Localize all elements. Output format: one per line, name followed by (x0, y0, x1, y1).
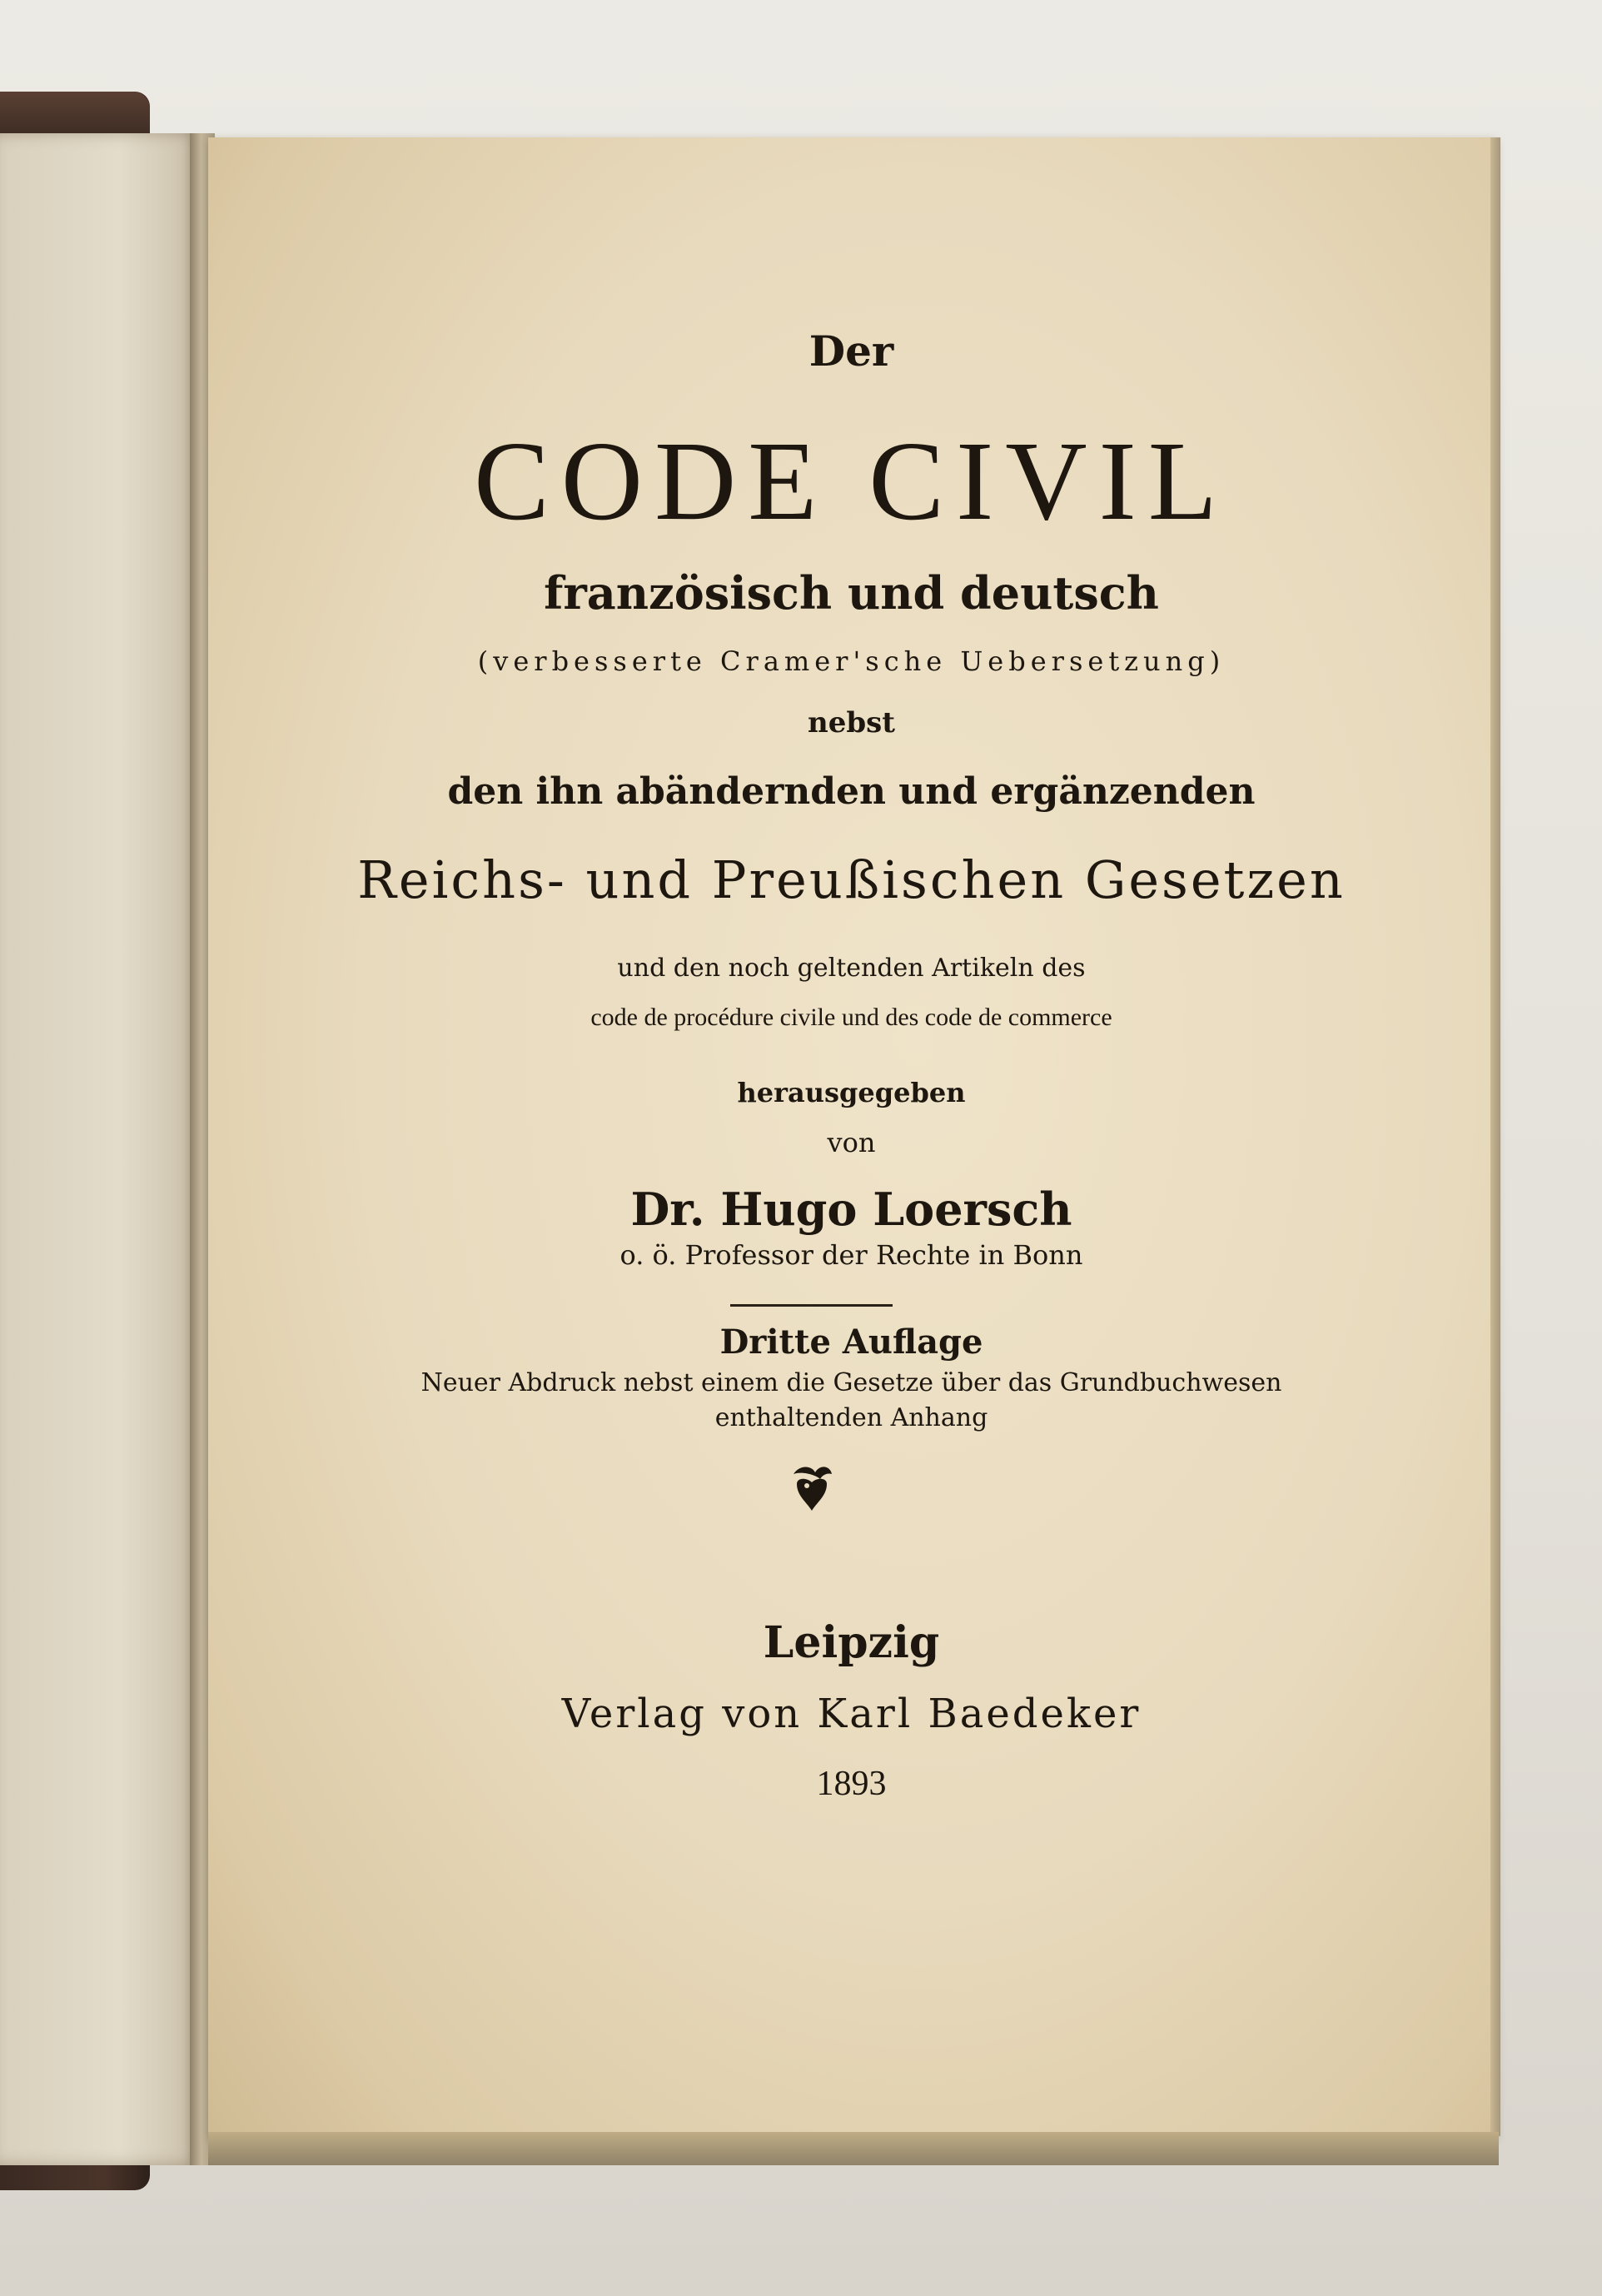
von-line: von (827, 1127, 876, 1158)
title-der: Der (808, 326, 894, 376)
edition-note-1: Neuer Abdruck nebst einem die Gesetze über das Grundbuchwesen (420, 1368, 1282, 1397)
codes-line: code de procédure civile und des code de commerce (590, 1004, 1112, 1031)
edition-label: Dritte Auflage (719, 1322, 983, 1362)
articles-line: und den noch geltenden Artikeln des (617, 954, 1086, 983)
herausgegeben-line: herausgegeben (737, 1077, 966, 1108)
divider-rule (730, 1304, 893, 1307)
main-title: CODE CIVIL (474, 419, 1229, 544)
facing-page (0, 133, 200, 2165)
translation-note: (verbesserte Cramer'sche Uebersetzung) (477, 645, 1226, 677)
page-bottom-edge (208, 2132, 1499, 2165)
subtitle: französisch und deutsch (544, 566, 1159, 620)
amending-line: den ihn abändernden und ergänzenden (447, 770, 1256, 813)
printer-ornament-icon (779, 1456, 845, 1522)
author-title: o. ö. Professor der Rechte in Bonn (619, 1239, 1083, 1271)
author-name: Dr. Hugo Loersch (630, 1183, 1072, 1236)
edition-note-2: enthaltenden Anhang (714, 1403, 988, 1432)
publication-place: Leipzig (763, 1617, 940, 1668)
nebst-line: nebst (808, 706, 895, 740)
laws-line: Reichs- und Preußischen Gesetzen (357, 849, 1346, 910)
publisher: Verlag von Karl Baedeker (561, 1691, 1142, 1737)
publication-year: 1893 (816, 1765, 887, 1803)
